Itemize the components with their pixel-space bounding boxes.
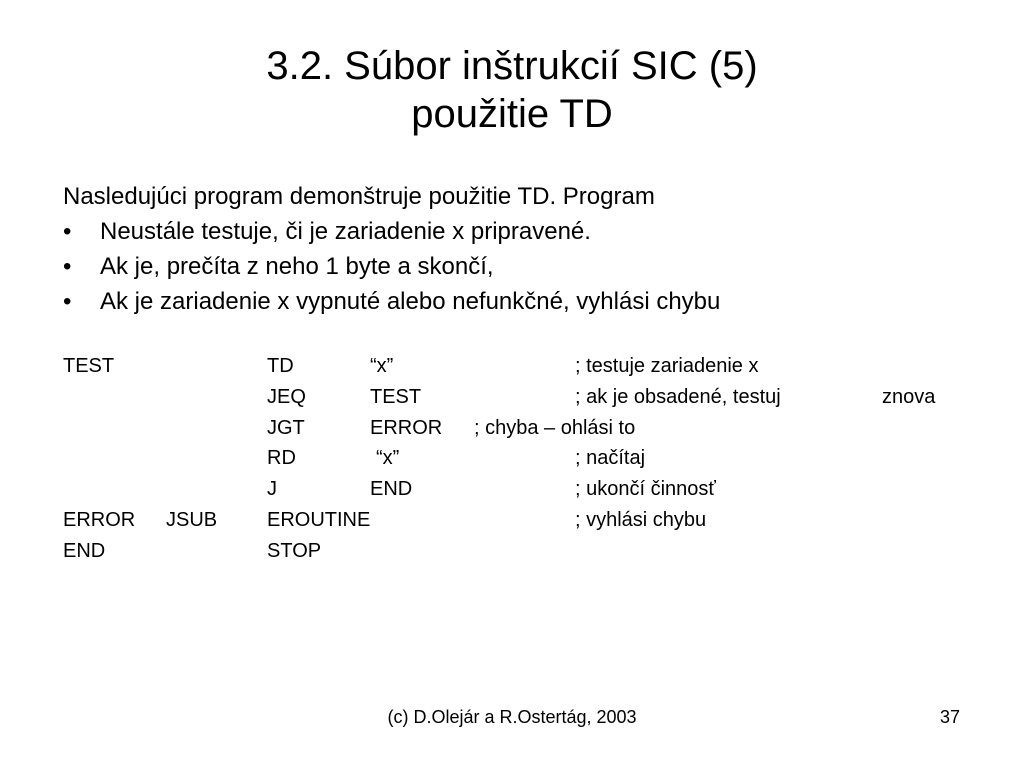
code-opcode: RD	[267, 447, 296, 470]
code-comment: ; testuje zariadenie x	[575, 355, 759, 377]
code-operand: END	[370, 478, 413, 501]
code-opcode: STOP	[267, 539, 322, 562]
code-row	[63, 536, 963, 567]
bullet-item	[63, 214, 720, 249]
bullet-item	[63, 284, 720, 319]
code-comment: ; chyba – ohlási to	[474, 416, 636, 439]
bullet-list	[63, 214, 720, 319]
code-opcode: TD	[267, 355, 294, 377]
code-row	[63, 351, 963, 382]
code-row	[63, 382, 963, 413]
bullet-text: Neustále testuje, či je zariadenie x pripravené.	[100, 218, 591, 245]
code-operand: “x”	[370, 355, 394, 377]
code-listing	[63, 351, 963, 567]
code-row	[63, 413, 963, 444]
bullet-item	[63, 249, 720, 284]
bullet-dot-icon: •	[63, 288, 72, 315]
code-operand: TEST	[370, 385, 422, 408]
code-operand: ERROR	[370, 416, 443, 439]
footer-copyright: (c) D.Olejár a R.Ostertág, 2003	[387, 707, 637, 727]
intro-text: Nasledujúci program demonštruje použitie TD. Program	[63, 183, 655, 210]
bullet-text: Ak je zariadenie x vypnuté alebo nefunkčné, vyhlási chybu	[100, 288, 721, 315]
code-operand: “x”	[376, 447, 400, 470]
code-label: END	[63, 539, 106, 562]
code-comment: ; načítaj	[575, 447, 646, 470]
code-comment-continuation: znova	[882, 385, 936, 408]
code-row	[63, 505, 963, 536]
code-opcode: JEQ	[267, 385, 306, 408]
title-line-1: 3.2. Súbor inštrukcií SIC (5)	[266, 44, 758, 88]
bullet-text: Ak je, prečíta z neho 1 byte a skončí,	[100, 253, 494, 280]
code-label: ERROR	[63, 508, 136, 531]
code-row	[63, 474, 963, 505]
code-opcode: J	[267, 478, 277, 501]
code-comment: ; vyhlási chybu	[575, 508, 707, 531]
title-line-2: použitie TD	[411, 92, 613, 136]
code-comment: ; ak je obsadené, testuj	[575, 385, 781, 408]
slide-title	[0, 42, 1024, 138]
bullet-dot-icon: •	[63, 218, 72, 245]
code-comment: ; ukončí činnosť	[575, 478, 716, 501]
page-number: 37	[940, 707, 961, 727]
code-row	[63, 443, 963, 474]
code-opcode: JGT	[267, 416, 305, 439]
code-label-opcode: JSUB	[166, 508, 218, 531]
code-opcode: EROUTINE	[267, 508, 371, 531]
code-label: TEST	[63, 355, 115, 377]
bullet-dot-icon: •	[63, 253, 72, 280]
